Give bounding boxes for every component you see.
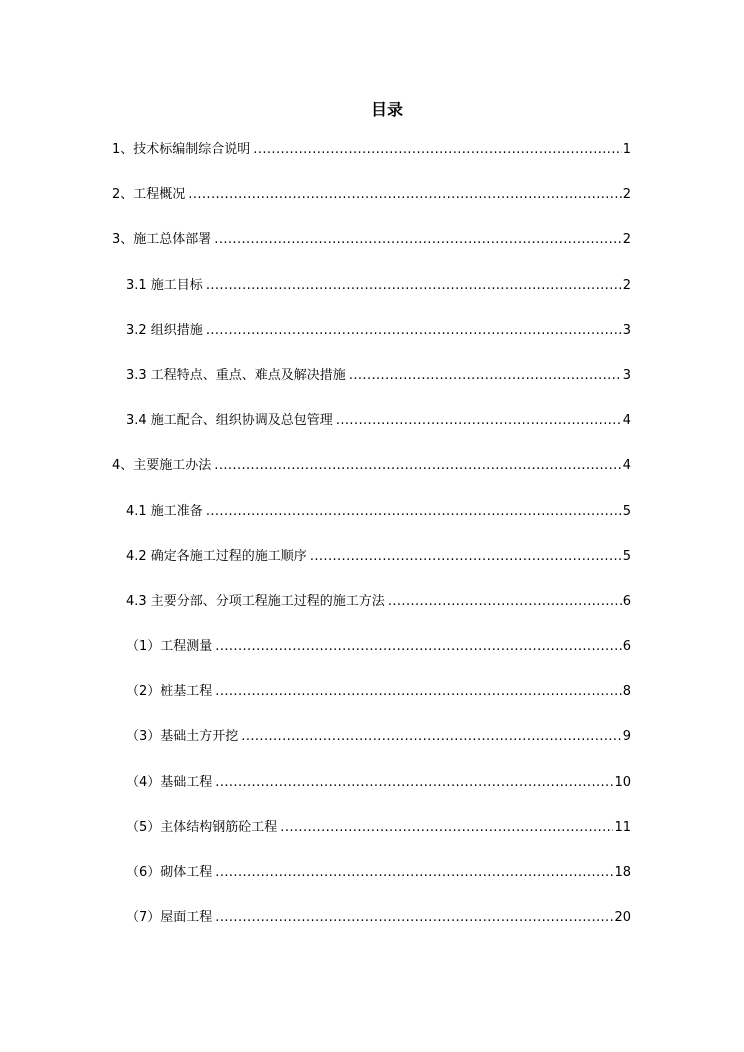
toc-page-number: 5 bbox=[622, 548, 631, 564]
toc-entry-label: （2）桩基工程 bbox=[126, 684, 213, 700]
toc-entry-label: （4）基础工程 bbox=[126, 774, 213, 790]
toc-entry-label: （7）屋面工程 bbox=[126, 910, 213, 926]
toc-entry-label: 3.4 施工配合、组织协调及总包管理 bbox=[126, 413, 333, 429]
toc-page-number: 5 bbox=[622, 503, 631, 519]
toc-dot-leader bbox=[206, 320, 622, 342]
toc-page-number: 20 bbox=[614, 910, 631, 926]
toc-entry-label: （1）工程测量 bbox=[126, 639, 213, 655]
toc-page-number: 1 bbox=[622, 142, 631, 157]
toc-entry[interactable] bbox=[0, 275, 744, 320]
toc-dot-leader bbox=[215, 681, 621, 703]
toc-dot-leader bbox=[214, 229, 621, 251]
toc-page-number: 3 bbox=[622, 367, 631, 383]
toc-dot-leader bbox=[336, 410, 622, 432]
toc-entry-label: 3.3 工程特点、重点、难点及解决措施 bbox=[126, 367, 346, 383]
toc-entry[interactable] bbox=[0, 772, 744, 817]
toc-page-number: 4 bbox=[622, 413, 631, 429]
toc-dot-leader bbox=[388, 591, 622, 613]
toc-dot-leader bbox=[241, 726, 621, 748]
table-of-contents bbox=[0, 139, 744, 952]
toc-dot-leader bbox=[188, 184, 621, 206]
toc-entry-label: （3）基础土方开挖 bbox=[126, 729, 239, 745]
toc-entry-label: （5）主体结构钢筋砼工程 bbox=[126, 819, 278, 835]
toc-dot-leader bbox=[253, 139, 621, 161]
toc-dot-leader bbox=[214, 455, 621, 477]
toc-entry[interactable] bbox=[0, 501, 744, 546]
toc-dot-leader bbox=[349, 365, 622, 387]
toc-entry-label: 1、技术标编制综合说明 bbox=[112, 142, 251, 157]
toc-entry-label: 4.2 确定各施工过程的施工顺序 bbox=[126, 548, 307, 564]
toc-entry[interactable] bbox=[0, 636, 744, 681]
toc-page-number: 10 bbox=[614, 774, 631, 790]
toc-page-number: 9 bbox=[622, 729, 631, 745]
toc-entry[interactable] bbox=[0, 184, 744, 229]
toc-entry[interactable] bbox=[0, 410, 744, 455]
toc-entry[interactable] bbox=[0, 139, 744, 184]
toc-entry-label: 3、施工总体部署 bbox=[112, 232, 212, 248]
toc-entry[interactable] bbox=[0, 546, 744, 591]
toc-page-number: 2 bbox=[622, 187, 631, 203]
toc-entry[interactable] bbox=[0, 907, 744, 952]
toc-title: 目录 bbox=[370, 100, 403, 119]
toc-page-number: 8 bbox=[622, 684, 631, 700]
toc-dot-leader bbox=[215, 636, 621, 658]
toc-page-number: 18 bbox=[614, 865, 631, 880]
toc-dot-leader bbox=[310, 546, 622, 568]
toc-entry[interactable] bbox=[0, 817, 744, 862]
toc-dot-leader bbox=[215, 862, 613, 884]
toc-entry[interactable] bbox=[0, 455, 744, 500]
toc-entry[interactable] bbox=[0, 726, 744, 771]
toc-entry[interactable] bbox=[0, 862, 744, 907]
toc-dot-leader bbox=[280, 817, 613, 839]
toc-entry-label: 3.2 组织措施 bbox=[126, 322, 203, 338]
toc-entry[interactable] bbox=[0, 591, 744, 636]
toc-page-number: 2 bbox=[622, 277, 631, 293]
toc-page-number: 3 bbox=[622, 322, 631, 338]
toc-entry-label: 4、主要施工办法 bbox=[112, 458, 212, 474]
toc-entry-label: 3.1 施工目标 bbox=[126, 277, 203, 293]
toc-entry-label: 4.1 施工准备 bbox=[126, 503, 203, 519]
toc-page-number: 6 bbox=[622, 639, 631, 655]
toc-entry[interactable] bbox=[0, 681, 744, 726]
toc-dot-leader bbox=[215, 907, 613, 929]
toc-page-number: 4 bbox=[622, 458, 631, 474]
toc-dot-leader bbox=[206, 275, 622, 297]
toc-entry-label: 2、工程概况 bbox=[112, 187, 186, 203]
toc-entry[interactable] bbox=[0, 365, 744, 410]
toc-dot-leader bbox=[206, 501, 622, 523]
toc-page-number: 11 bbox=[614, 819, 631, 835]
toc-entry-label: 4.3 主要分部、分项工程施工过程的施工方法 bbox=[126, 593, 385, 609]
toc-entry[interactable] bbox=[0, 320, 744, 365]
toc-dot-leader bbox=[215, 772, 613, 794]
toc-page-number: 6 bbox=[622, 593, 631, 609]
toc-entry[interactable] bbox=[0, 229, 744, 274]
toc-entry-label: （6）砌体工程 bbox=[126, 865, 213, 880]
toc-page-number: 2 bbox=[622, 232, 631, 248]
